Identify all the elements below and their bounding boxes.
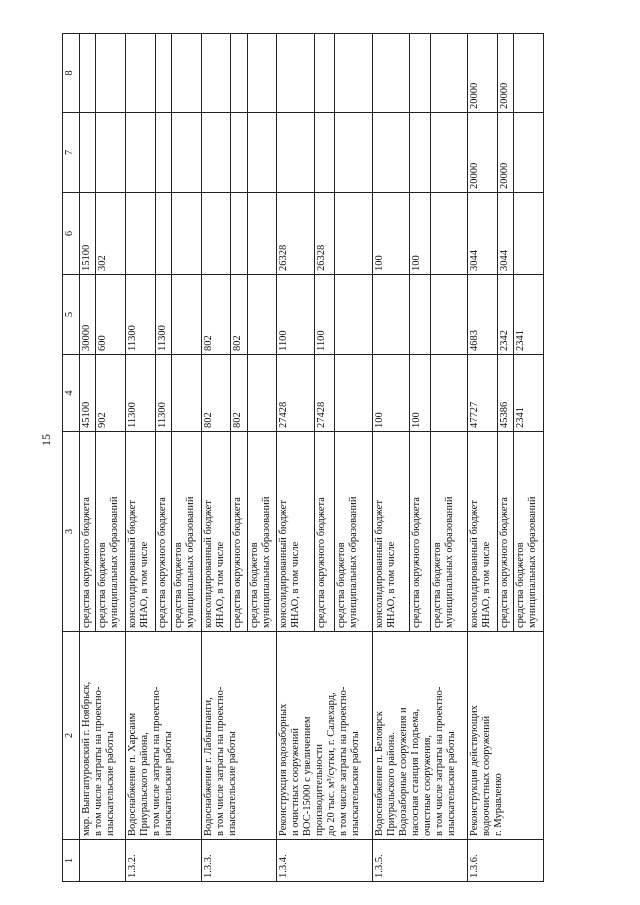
amount-cell: 802	[201, 275, 231, 355]
amount-cell	[247, 113, 277, 193]
amount-cell	[372, 113, 409, 193]
funding-source: средства бюджетов муниципальных образований	[430, 432, 467, 632]
funding-source: средства окружного бюджета	[155, 432, 171, 632]
funding-source: средства окружного бюджета	[410, 432, 431, 632]
funding-source: средства окружного бюджета	[314, 432, 335, 632]
table-row	[372, 34, 409, 882]
amount-cell: 27428	[314, 355, 335, 432]
amount-cell	[172, 275, 202, 355]
amount-cell	[96, 113, 126, 193]
amount-cell	[80, 34, 96, 113]
funding-source: средства бюджетов муниципальных образований	[514, 432, 544, 632]
amount-cell	[430, 193, 467, 275]
budget-table	[62, 33, 544, 882]
amount-cell: 3044	[497, 193, 513, 275]
amount-cell: 11300	[155, 355, 171, 432]
funding-source: консолидированный бюджет ЯНАО, в том числе	[372, 432, 409, 632]
amount-cell: 100	[372, 193, 409, 275]
amount-cell	[335, 275, 372, 355]
item-number: 1.3.4.	[277, 840, 372, 882]
amount-cell: 302	[96, 193, 126, 275]
table-row	[80, 34, 96, 882]
amount-cell: 11300	[126, 355, 156, 432]
funding-source: консолидированный бюджет ЯНАО, в том числе	[126, 432, 156, 632]
amount-cell	[172, 34, 202, 113]
amount-cell	[201, 193, 231, 275]
item-number: 1.3.2.	[126, 840, 202, 882]
amount-cell	[126, 113, 156, 193]
amount-cell	[172, 193, 202, 275]
item-name: мкр. Вынгапуровский г. Ноябрьск, в том числе затраты на проектно- изыскательские работы	[80, 632, 126, 840]
amount-cell	[201, 113, 231, 193]
amount-cell: 20000	[497, 113, 513, 193]
amount-cell: 20000	[497, 34, 513, 113]
amount-cell: 26328	[277, 193, 314, 275]
amount-cell: 15100	[80, 193, 96, 275]
header-cell: 3	[63, 432, 80, 632]
page-number: 15	[39, 434, 53, 446]
amount-cell	[410, 275, 431, 355]
funding-source: средства бюджетов муниципальных образований	[335, 432, 372, 632]
amount-cell: 11300	[155, 275, 171, 355]
amount-cell	[247, 355, 277, 432]
amount-cell	[231, 34, 247, 113]
rotated-table-container	[62, 34, 544, 882]
amount-cell: 26328	[314, 193, 335, 275]
amount-cell: 802	[201, 355, 231, 432]
amount-cell	[335, 355, 372, 432]
item-name: Водоснабжение п. Белоярск Приуральского района. Водозаборные сооружения и насосная станция I подъема, очистные сооружения, в том числе затраты на проектно- изыскательские работы	[372, 632, 467, 840]
amount-cell: 20000	[468, 113, 498, 193]
header-row	[63, 34, 80, 882]
amount-cell	[126, 34, 156, 113]
funding-source: консолидированный бюджет ЯНАО, в том числе	[277, 432, 314, 632]
funding-source: средства окружного бюджета	[497, 432, 513, 632]
table-row	[201, 34, 231, 882]
amount-cell: 802	[231, 355, 247, 432]
header-cell: 2	[63, 632, 80, 840]
amount-cell: 1100	[314, 275, 335, 355]
amount-cell	[314, 34, 335, 113]
amount-cell: 100	[410, 193, 431, 275]
amount-cell	[201, 34, 231, 113]
amount-cell: 2341	[514, 275, 544, 355]
amount-cell	[410, 34, 431, 113]
funding-source: консолидированный бюджет ЯНАО, в том числе	[201, 432, 231, 632]
item-number: 1.3.3.	[201, 840, 277, 882]
funding-source: средства окружного бюджета	[80, 432, 96, 632]
amount-cell: 45100	[80, 355, 96, 432]
amount-cell	[247, 275, 277, 355]
item-name: Водоснабжение г. Лабытнанги, в том числе затраты на проектно- изыскательские работы	[201, 632, 277, 840]
funding-source: средства бюджетов муниципальных образований	[172, 432, 202, 632]
amount-cell	[277, 113, 314, 193]
amount-cell	[155, 34, 171, 113]
amount-cell	[514, 193, 544, 275]
amount-cell: 902	[96, 355, 126, 432]
funding-source: средства окружного бюджета	[231, 432, 247, 632]
amount-cell	[430, 355, 467, 432]
amount-cell	[172, 355, 202, 432]
table-row	[468, 34, 498, 882]
amount-cell: 802	[231, 275, 247, 355]
header-cell: 1	[63, 840, 80, 882]
amount-cell	[430, 113, 467, 193]
amount-cell: 20000	[468, 34, 498, 113]
amount-cell	[231, 193, 247, 275]
amount-cell: 100	[372, 355, 409, 432]
amount-cell	[172, 113, 202, 193]
amount-cell	[126, 193, 156, 275]
amount-cell: 27428	[277, 355, 314, 432]
amount-cell	[314, 113, 335, 193]
amount-cell	[372, 34, 409, 113]
amount-cell: 47727	[468, 355, 498, 432]
amount-cell: 30000	[80, 275, 96, 355]
amount-cell	[410, 113, 431, 193]
amount-cell	[247, 34, 277, 113]
amount-cell	[80, 113, 96, 193]
amount-cell	[155, 113, 171, 193]
item-name: Реконструкция действующих водоочистных сооружений г. Муравленко	[468, 632, 544, 840]
funding-source: консолидированный бюджет ЯНАО, в том числе	[468, 432, 498, 632]
amount-cell: 3044	[468, 193, 498, 275]
amount-cell	[430, 34, 467, 113]
header-cell: 7	[63, 113, 80, 193]
amount-cell: 4683	[468, 275, 498, 355]
amount-cell	[335, 34, 372, 113]
table-row	[126, 34, 156, 882]
amount-cell	[231, 113, 247, 193]
header-cell: 6	[63, 193, 80, 275]
item-name: Водоснабжение п. Харсаим Приуральского района, в том числе затраты на проектно- изыскательские работы	[126, 632, 202, 840]
amount-cell	[277, 34, 314, 113]
amount-cell: 45386	[497, 355, 513, 432]
amount-cell	[335, 193, 372, 275]
amount-cell: 600	[96, 275, 126, 355]
amount-cell: 100	[410, 355, 431, 432]
amount-cell	[335, 113, 372, 193]
item-number	[80, 840, 126, 882]
amount-cell	[96, 34, 126, 113]
amount-cell	[514, 34, 544, 113]
amount-cell	[514, 113, 544, 193]
amount-cell: 1100	[277, 275, 314, 355]
amount-cell: 2342	[497, 275, 513, 355]
amount-cell	[247, 193, 277, 275]
amount-cell: 2341	[514, 355, 544, 432]
header-cell: 5	[63, 275, 80, 355]
table-row	[277, 34, 314, 882]
amount-cell	[372, 275, 409, 355]
funding-source: средства бюджетов муниципальных образований	[96, 432, 126, 632]
amount-cell	[155, 193, 171, 275]
amount-cell: 11300	[126, 275, 156, 355]
table-body	[63, 34, 544, 882]
amount-cell	[430, 275, 467, 355]
funding-source: средства бюджетов муниципальных образований	[247, 432, 277, 632]
header-cell: 4	[63, 355, 80, 432]
item-name: Реконструкция водозаборных и очистных сооружений ВОС-15000 с увеличением производительности до 20 тыс. м³/сутки, г. Салехард, в том числе затраты на проектно- изыскательские работы	[277, 632, 372, 840]
item-number: 1.3.5.	[372, 840, 467, 882]
header-cell: 8	[63, 34, 80, 113]
item-number: 1.3.6.	[468, 840, 544, 882]
